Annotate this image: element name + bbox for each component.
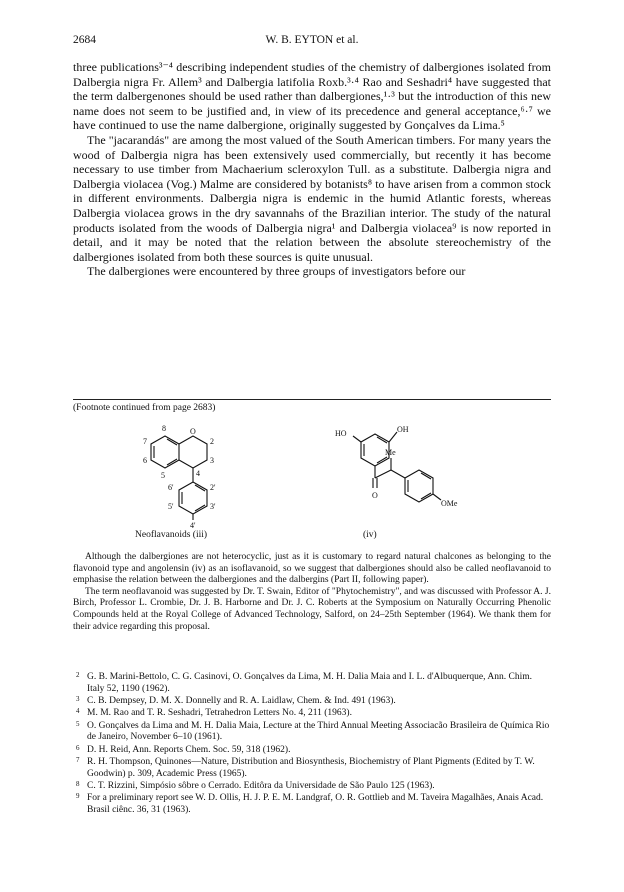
running-head: W. B. EYTON et al.	[265, 34, 359, 46]
footnote-text	[73, 552, 551, 633]
reference-item: 4 M. M. Rao and T. R. Seshadri, Tetrahedron Letters No. 4, 211 (1963).	[76, 707, 352, 719]
main-text	[73, 60, 551, 279]
neoflavanoid-structure	[151, 436, 207, 520]
structure-figure	[73, 414, 551, 546]
reference-item: 5 O. Gonçalves da Lima and M. H. Dalia Maia, Lecture at the Third Annual Meeting Associacão Brasileira de Química Rio de Janeiro, November 6–10 (1961).	[76, 719, 550, 743]
locant-5: 5	[161, 471, 165, 480]
atom-o: O	[190, 427, 196, 436]
locant-2p: 2'	[210, 483, 216, 492]
reference-item: 7 R. H. Thompson, Quinones—Nature, Distribution and Biosynthesis, Biochemistry of Plant Pigments (Edited by T. W. Goodwin) p. 309, Academic Press (1965).	[76, 756, 535, 779]
atom-ome: OMe	[441, 499, 458, 508]
locant-4: 4	[196, 469, 200, 478]
atom-ho: HO	[335, 429, 347, 438]
footnote-rule	[73, 399, 551, 400]
locant-5p: 5'	[168, 502, 174, 511]
locant-6p: 6'	[168, 483, 174, 492]
reference-item: 8 C. T. Rizzini, Simpósio sôbre o Cerrado. Editôra da Universidade de São Paulo 125 (1963).	[76, 780, 435, 792]
locant-8: 8	[162, 424, 166, 433]
page-number: 2684	[73, 34, 96, 46]
atom-oh: OH	[397, 425, 409, 434]
paragraph-3: The dalbergiones were encountered by three groups of investigators before our	[87, 264, 466, 279]
paragraph-2: The "jacarandás" are among the most valued of the South American timbers. For many years the wood of Dalbergia nigra has been extensively used commercially, but recently it has become necessary to use timber from Machaerium scleroxylon Tull. as a substitute. Dalbergia nigra and Dalbergia violacea (Vog.) Malme are considered by botanists⁸ to have arisen from a common stock in different environments. Dalbergia nigra is endemic in the humid Atlantic forests, whereas Dalbergia violacea grows in the dry savannahs of the Brazilian interior. The study of the natural products isolated from the woods of Dalbergia nigra¹ and Dalbergia violacea⁹ is now reported in detail, and it may be noted that the relation between the absolute stereochemistry of the dalbergiones isolated from both these sources is quite unusual.	[73, 132, 551, 264]
footnote-paragraph-1: Although the dalbergiones are not heterocyclic, just as it is customary to regard natural chalcones as belonging to the flavonoid type and angolensin (iv) as an isoflavanoid, so we suggest that dalbergiones should also be called neoflavanoid to emphasise the relation between the dalbergiones and the dalbergins (Part II, following paper).	[73, 552, 551, 586]
atom-ketone-o: O	[372, 491, 378, 500]
reference-item: 9 For a preliminary report see W. D. Ollis, H. J. P. E. M. Landgraf, O. R. Gottlieb and M. Taveira Magalhães, Anais Acad. Brasil ciênc. 36, 31 (1963).	[76, 792, 544, 816]
reference-item: 6 D. H. Reid, Ann. Reports Chem. Soc. 59, 318 (1962).	[76, 743, 291, 755]
locant-7: 7	[143, 437, 147, 446]
atom-me: Me	[385, 448, 396, 457]
caption-iv: (iv)	[363, 530, 377, 540]
reference-list	[73, 672, 551, 818]
chemical-structures	[73, 414, 551, 546]
locant-4p: 4'	[190, 521, 196, 530]
locant-3p: 3'	[210, 502, 216, 511]
angolensin-structure	[353, 432, 441, 502]
paragraph-1: three publications³⁻⁴ describing independent studies of the chemistry of dalbergiones isolated from Dalbergia nigra Fr. Allem³ and Dalbergia latifolia Roxb.³·⁴ Rao and Seshadri⁴ have suggested that the term dalbergenones should be used rather than dalbergiones,¹·³ but the introduction of this new name does not seem to be justified and, in view of its precedence and general acceptance,⁶·⁷ we have continued to use the name dalbergione, originally suggested by Gonçalves da Lima.⁵	[73, 60, 551, 133]
locant-2: 2	[210, 437, 214, 446]
page-header	[73, 34, 551, 50]
locant-3: 3	[210, 456, 214, 465]
locant-6: 6	[143, 456, 147, 465]
footnote-continued-note: (Footnote continued from page 2683)	[73, 403, 216, 413]
reference-item: 3 C. B. Dempsey, D. M. X. Donnelly and R. A. Laidlaw, Chem. & Ind. 491 (1963).	[76, 695, 396, 707]
caption-neoflavanoids: Neoflavanoids (iii)	[135, 530, 208, 540]
footnote-paragraph-2: The term neoflavanoid was suggested by Dr. T. Swain, Editor of "Phytochemistry", and was discussed with Professor A. J. Birch, Professor L. Crombie, Dr. J. B. Harborne and Dr. J. C. Roberts at the Symposium on Naturally Occurring Phenolic Compounds held at the Royal College of Advanced Technology, Salford, on 24–25th September (1964). We thank them for their advice regarding this proposal.	[73, 586, 551, 632]
reference-item: 2 G. B. Marini-Bettolo, C. G. Casinovi, O. Gonçalves da Lima, M. H. Dalia Maia and I. L. d'Albuquerque, Ann. Chim. Italy 52, 1190 (1962).	[76, 671, 532, 694]
